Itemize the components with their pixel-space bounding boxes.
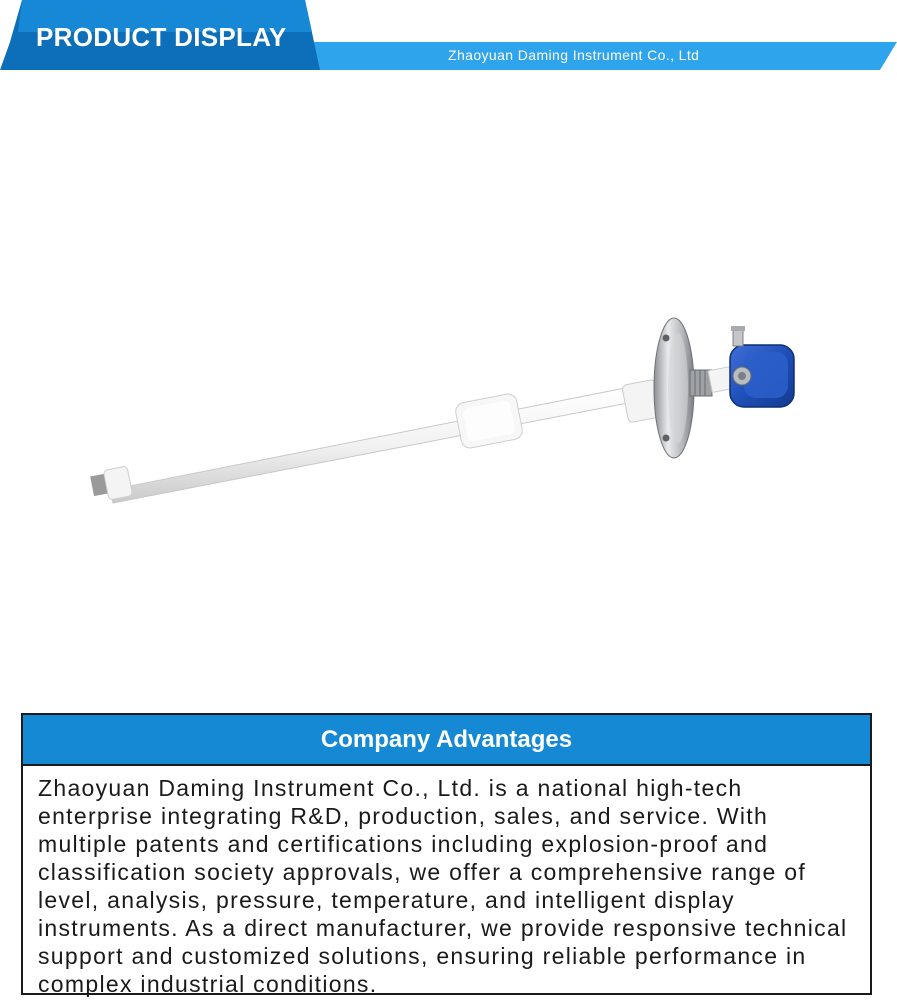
page-title: PRODUCT DISPLAY	[36, 22, 287, 52]
company-advantages-title: Company Advantages	[320, 725, 573, 753]
company-advantages-panel	[21, 713, 872, 995]
company-advantages-header	[23, 715, 870, 766]
product-photo	[80, 300, 820, 530]
company-name: Zhaoyuan Daming Instrument Co., Ltd	[448, 47, 700, 63]
company-advantages-text: Zhaoyuan Daming Instrument Co., Ltd. is a national high-tech enterprise integrating R&D, production, sales, and service. With multiple patents and certifications including explosion-proof and classification society approvals, we offer a comprehensive range of level, analysis, pressure, temperature, and intelligent display instruments. As a direct manufacturer, we provide responsive technical support and customized solutions, ensuring reliable performance in complex industrial conditions.	[38, 775, 848, 997]
header-banner	[0, 0, 897, 80]
